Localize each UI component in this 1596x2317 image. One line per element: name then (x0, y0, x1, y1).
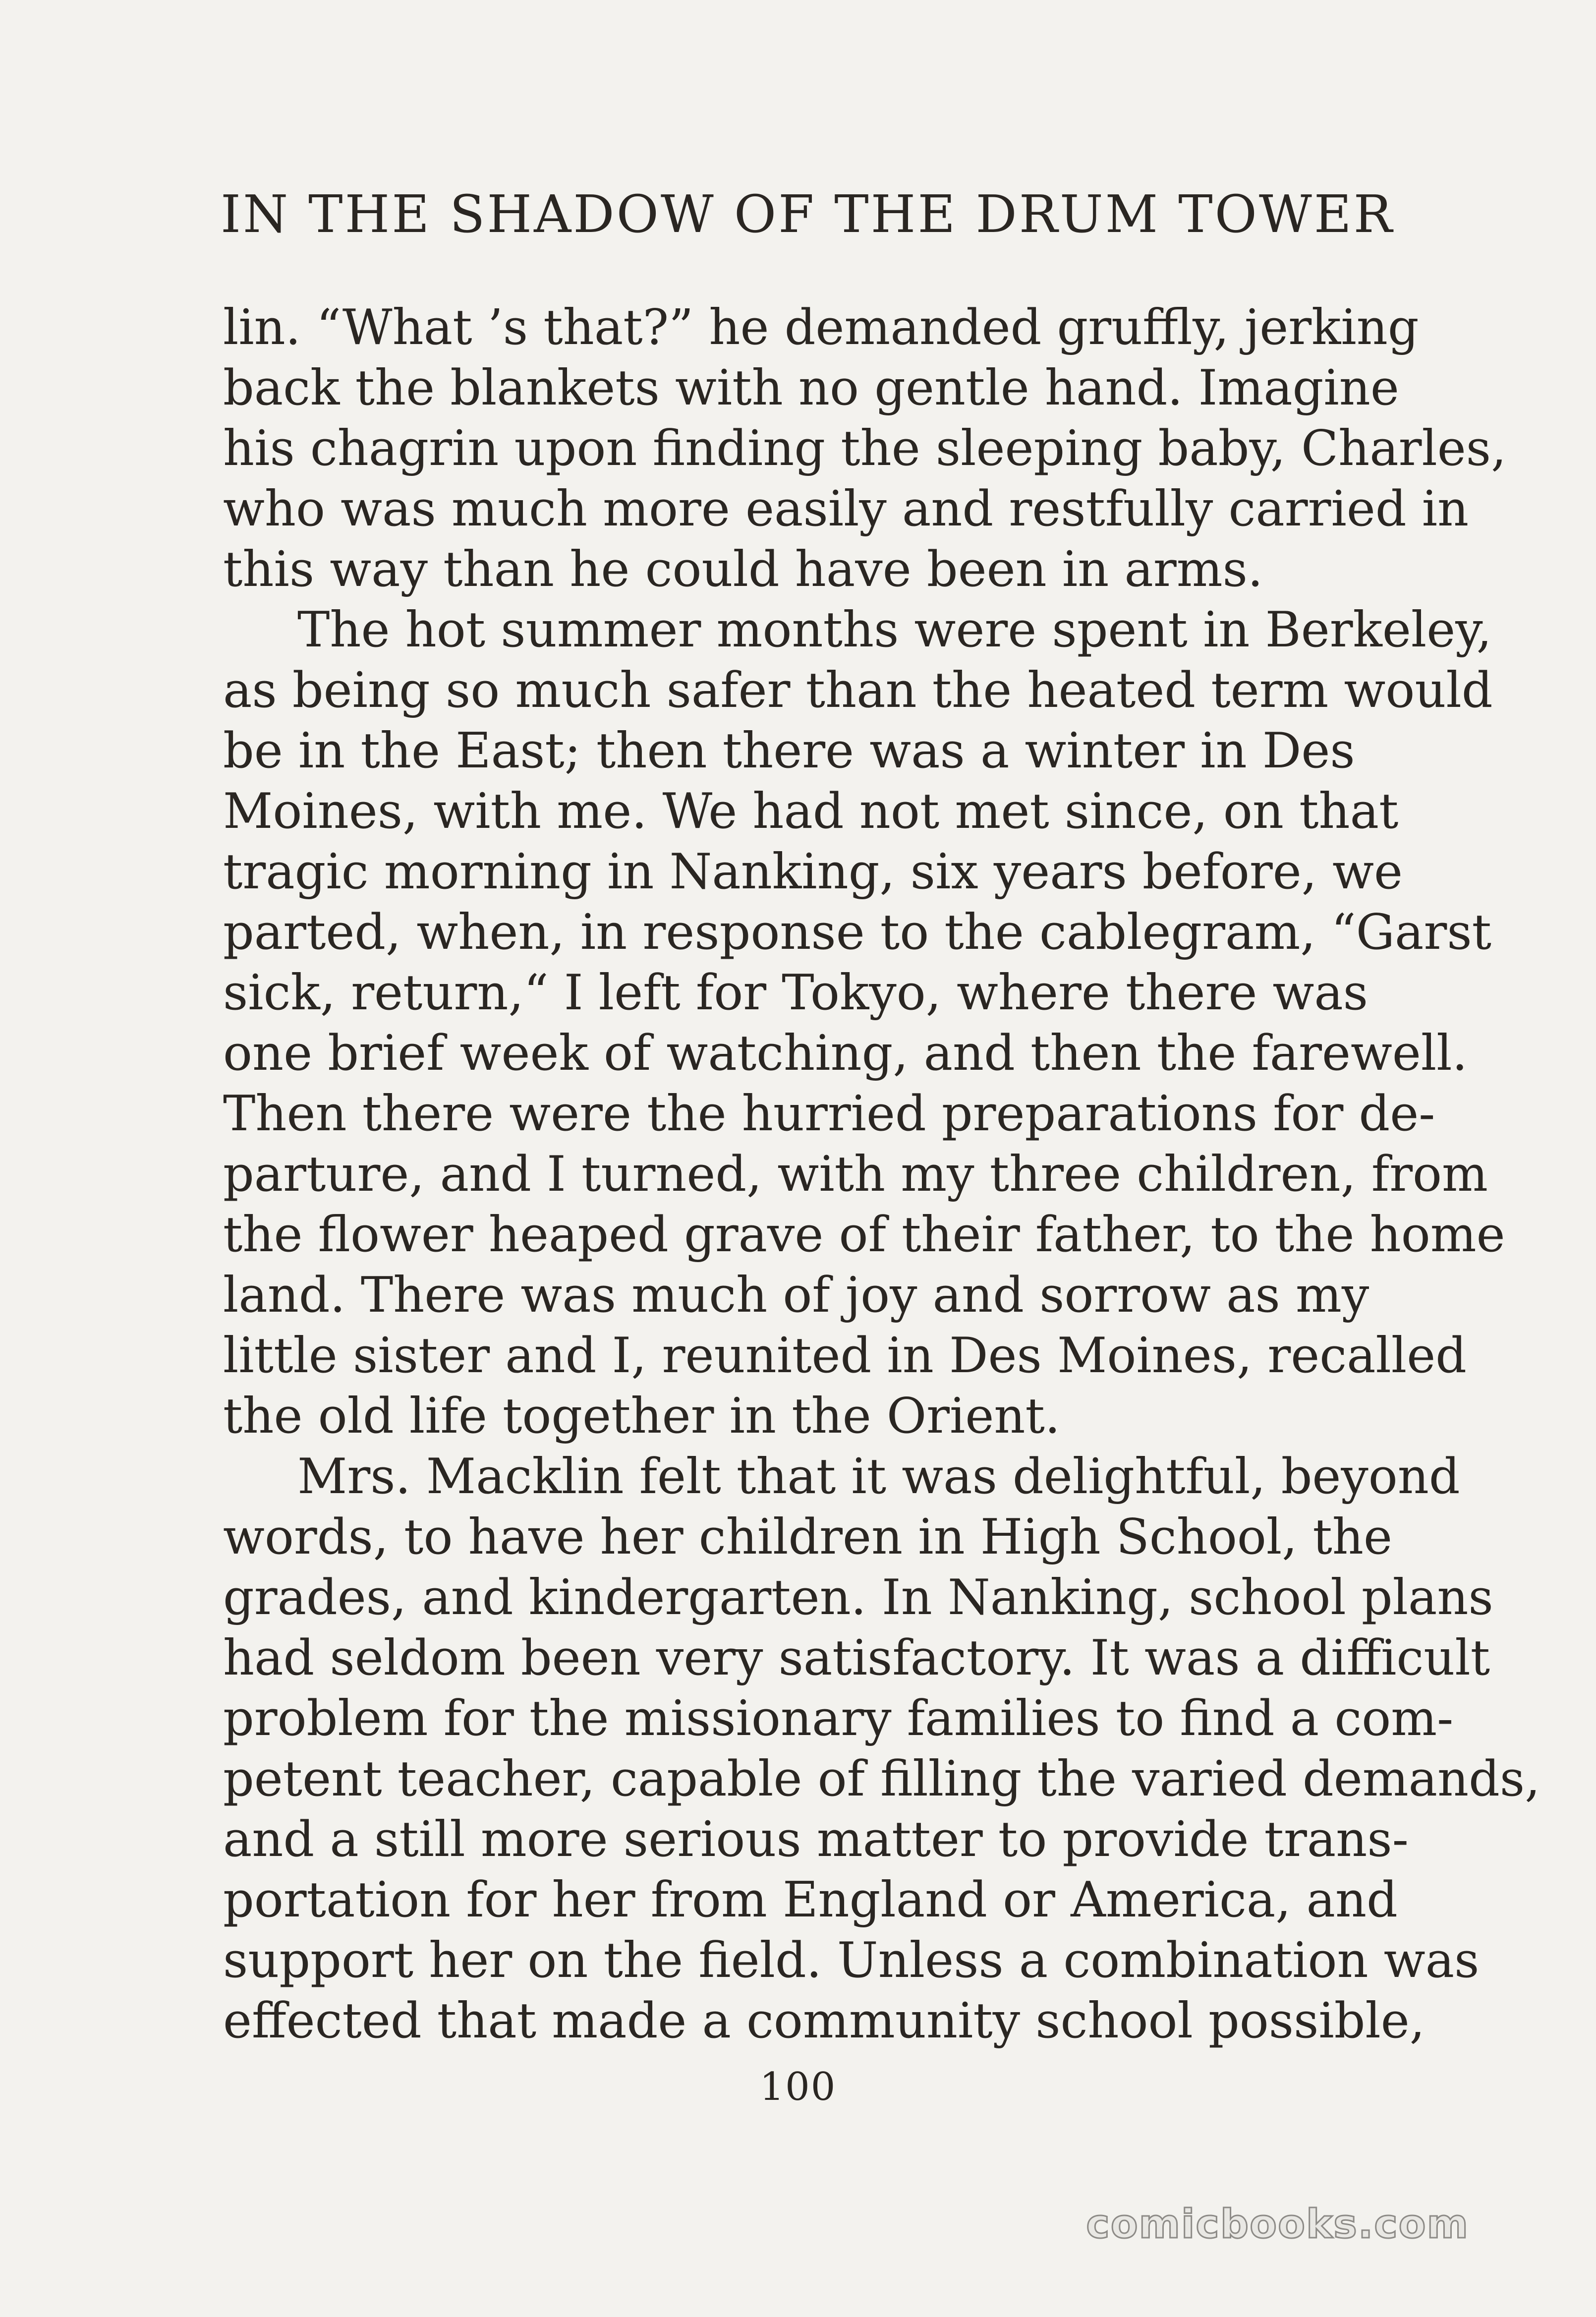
running-head: IN THE SHADOW OF THE DRUM TOWER (221, 184, 1394, 244)
text-line: sick, return,“ I left for Tokyo, where there was (223, 965, 1368, 1021)
text-line: the flower heaped grave of their father, to the home (223, 1207, 1505, 1263)
body-text (223, 297, 1540, 2051)
watermark: comicbooks.com (1086, 2201, 1469, 2247)
text-line: back the blankets with no gentle hand. Imagine (223, 360, 1399, 416)
text-line: had seldom been very satisfactory. It was a difficult (223, 1630, 1490, 1686)
page-number: 100 (759, 2065, 837, 2109)
text-line: Then there were the hurried preparations for de- (223, 1086, 1435, 1142)
text-line: who was much more easily and restfully carried in (223, 481, 1469, 537)
text-line: and a still more serious matter to provide trans- (223, 1811, 1409, 1868)
text-line: his chagrin upon finding the sleeping baby, Charles, (223, 420, 1507, 477)
text-line: portation for her from England or America, and (223, 1872, 1398, 1928)
text-line: support her on the field. Unless a combination was (223, 1932, 1480, 1989)
text-line: The hot summer months were spent in Berkeley, (297, 602, 1492, 658)
text-line: Mrs. Macklin felt that it was delightful, beyond (297, 1448, 1460, 1505)
text-line: land. There was much of joy and sorrow as my (223, 1267, 1369, 1324)
text-line: lin. “What ’s that?” he demanded gruffly, jerking (223, 299, 1419, 356)
text-line: words, to have her children in High School, the (223, 1509, 1392, 1565)
text-line: this way than he could have been in arms. (223, 541, 1263, 598)
text-line: be in the East; then there was a winter in Des (223, 723, 1355, 779)
text-line: parture, and I turned, with my three children, from (223, 1146, 1488, 1203)
text-line: one brief week of watching, and then the farewell. (223, 1025, 1468, 1082)
text-line: parted, when, in response to the cablegram, “Garst (223, 904, 1492, 961)
text-line: little sister and I, reunited in Des Moines, recalled (223, 1328, 1467, 1384)
text-line: Moines, with me. We had not met since, on that (223, 783, 1399, 840)
text-line: as being so much safer than the heated term would (223, 662, 1493, 719)
text-line: grades, and kindergarten. In Nanking, school plans (223, 1569, 1493, 1626)
text-line: effected that made a community school possible, (223, 1993, 1425, 2049)
text-line: tragic morning in Nanking, six years before, we (223, 844, 1403, 900)
text-line: the old life together in the Orient. (223, 1388, 1061, 1445)
text-line: petent teacher, capable of filling the varied demands, (223, 1751, 1540, 1807)
text-line: problem for the missionary families to find a com- (223, 1690, 1454, 1747)
